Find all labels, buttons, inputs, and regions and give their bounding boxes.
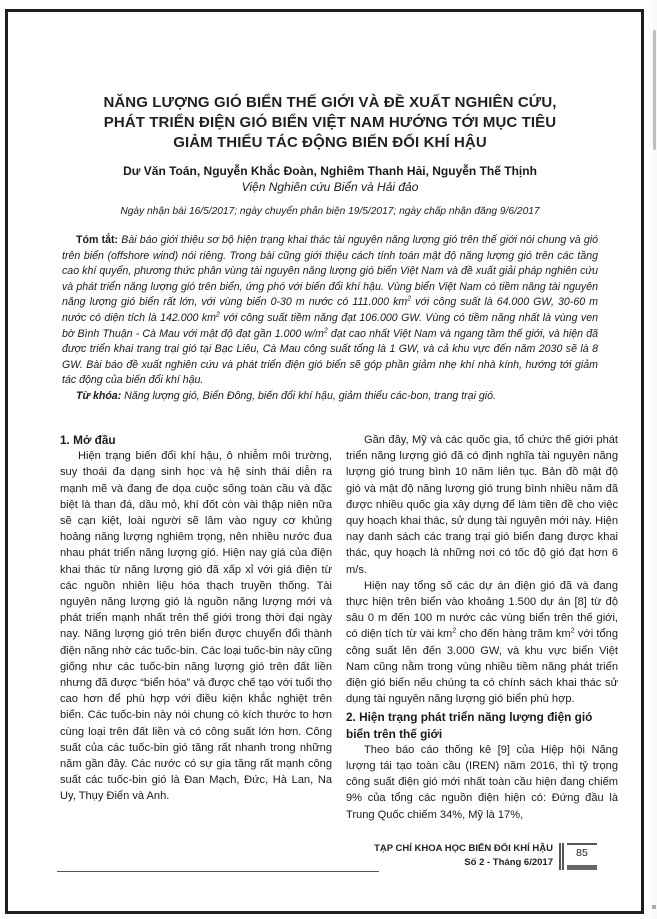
article-title bbox=[60, 93, 600, 153]
article-dates: Ngày nhận bài 16/5/2017; ngày chuyển phản biện 19/5/2017; ngày chấp nhận đăng 9/6/2017 bbox=[120, 206, 540, 217]
authors: Dư Văn Toán, Nguyễn Khắc Đoàn, Nghiêm Thanh Hải, Nguyễn Thế Thịnh bbox=[123, 164, 537, 178]
scroll-down-arrow-icon[interactable] bbox=[652, 905, 656, 909]
paragraph: Hiện nay tổng số các dự án điện gió đã và đang thực hiện trên biển vào khoảng 1.500 dự án [8] từ độ sâu 0 m đến 100 m nước các vùng biển trên thế giới, có diện tích từ vài $km^2$ cho đến hàng trăm $km^2$ với tổng công suất lên đến 3.000 GW, và khu vực biển Việt Nam cũng nằm trong vùng nhiều tiềm năng phát triển điện gió biển nếu chúng ta có chính sách khai thác sử dụng tài nguyên năng lượng gió biển phù hợp. bbox=[346, 579, 618, 706]
page-number-top-bar bbox=[567, 843, 597, 845]
page-number-box bbox=[567, 843, 597, 870]
article-header bbox=[60, 93, 600, 405]
left-column bbox=[60, 432, 332, 805]
affiliation: Viện Nghiên cứu Biển và Hải đảo bbox=[241, 180, 419, 194]
page-number-bottom-bar bbox=[567, 865, 597, 870]
keywords-label: Từ khóa: bbox=[76, 389, 122, 402]
abstract-text: Tóm tắt: Bài báo giới thiệu sơ bộ hiện trạng khai thác tài nguyên năng lượng gió trên thế giới nói chung và gió trên biển (offshore wind) nói riêng. Trong bài cũng giới thiệu cách tính toán mật độ năng lượng gió trên các tầng cao khí quyển, phương thức phân vùng tài nguyên năng lượng gió biển Việt Nam và đề xuất giải pháp nghiên cứu và phát triển năng lượng gió trên biển, ứng phó với biến đổi khí hậu. Vùng biển Việt Nam có tiềm năng tài nguyên năng lượng gió biển rất lớn, với vùng biển 0-30 m nước có 111.000 $km^2$ với công suất là 64.000 GW, 30-60 m nước có diện tích là 142.000 $km^2$ với công suất tiềm năng đạt 106.000 GW. Vùng có tiềm năng nhất là vùng ven bờ Bình Thuận - Cà Mau với mật độ đạt gần 1.000 $w/m^2$ đạt cao nhất Việt Nam và ngang tầm thế giới, và hiện đã được triển khai trang trại gió tại Bạc Liêu, Cà Mau công suất tổng là 1 GW, và cả khu vực đến năm 2030 sẽ là 8 GW. Bài báo đề xuất nghiên cứu và phát triển điện gió biển sẽ góp phần giảm nhẹ khí nhà kính, hướng tới giảm tác động của biến đổi khí hậu. bbox=[62, 234, 599, 387]
scrollbar-thumb[interactable] bbox=[653, 30, 656, 150]
page-number: 85 bbox=[576, 847, 588, 859]
section-heading-2: 2. Hiện trạng phát triển năng lượng điện gió biển trên thế giới bbox=[346, 710, 593, 741]
keywords: Từ khóa: Năng lượng gió, Biển Đông, biến đổi khí hậu, giảm thiểu các-bon, trang trại gió. bbox=[76, 389, 496, 402]
paragraph: Theo báo cáo thống kê [9] của Hiệp hội Năng lượng tái tạo toàn cầu (IREN) năm 2016, thì tỷ trọng công suất điện gió mới nhất toàn cầu hiện đang chiếm 9% của tổng các nguồn điện hiện có: Đứng đầu là Trung Quốc chiếm 34%, Mỹ là 17%, bbox=[346, 743, 618, 821]
section-heading-intro: 1. Mở đầu bbox=[60, 433, 116, 447]
journal-name: TẠP CHÍ KHOA HỌC BIẾN ĐỔI KHÍ HẬU bbox=[374, 843, 553, 854]
title-line: PHÁT TRIỂN ĐIỆN GIÓ BIỂN VIỆT NAM HƯỚNG TỚI MỤC TIÊU bbox=[103, 114, 557, 131]
title-line: GIẢM THIỂU TÁC ĐỘNG BIẾN ĐỔI KHÍ HẬU bbox=[173, 134, 487, 151]
journal-issue: Số 2 - Tháng 6/2017 bbox=[464, 857, 553, 868]
abstract bbox=[62, 233, 598, 405]
footer-divider bbox=[57, 871, 379, 872]
right-column bbox=[346, 432, 618, 823]
title-line: NĂNG LƯỢNG GIÓ BIỂN THẾ GIỚI VÀ ĐỀ XUẤT NGHIÊN CỨU, bbox=[103, 94, 557, 111]
footer-text bbox=[300, 842, 553, 870]
paragraph: Hiện trạng biến đổi khí hậu, ô nhiễm môi trường, suy thoái đa dạng sinh học và hệ sinh thái diễn ra mạnh mẽ và đang đe dọa cuộc sống toàn cầu và đặc biệt là than đá, dầu mỏ, khí đốt còn vài thập niên nữa sẽ cạn kiệt, loài người sẽ lâm vào nguy cơ khủng hoảng năng lượng nghiêm trọng, nên nhiều nước đua nhau phát triển năng lượng gió. Hiện nay giá của điện khai thác từ năng lượng gió đã xấp xỉ với giá điện từ các nguồn nhiên liệu hóa thạch truyền thống. Tài nguyên năng lượng gió là nguồn năng lượng mới và phát triển mạnh nhất trên thế giới trong thời đại ngày nay. Năng lượng gió trên biển được chuyển đổi thành điện năng nhờ các tuốc-bin. Các loại tuốc-bin này cũng giống như các tuốc-bin năng lượng gió trên đất liền nhưng đã được “biển hóa” và được chế tạo với tuổi thọ cao hơn để phù hợp với điều kiện khắc nghiệt trên biển. Các tuốc-bin này nói chung có kích thước to hơn cùng loại trên đất liền và có công suất lớn hơn. Công suất của các tuốc-bin gió tăng rất nhanh trong những năm gần đây. Các nước có sự gia tăng rất mạnh công suất các tuốc-bin gió là Đan Mạch, Đức, Hà Lan, Na Uy, Thụy Điển và Anh. bbox=[60, 450, 332, 803]
paragraph: Gần đây, Mỹ và các quốc gia, tổ chức thế giới phát triển năng lượng gió đã có định nghĩa tài nguyên năng lượng gió trung bình 10 năm liên tục. Bản đồ mật độ gió và mật độ năng lượng gió trung bình nhiều năm đã được nhiều quốc gia xây dựng để làm tiền đề cho việc quy hoạch khai thác, sử dụng tài nguyên mới này. Hiện nay danh sách các trang trại gió biển đang được khai thác, quy hoạch là những nơi có tốc độ gió đạt hơn 6 m/s. bbox=[346, 434, 618, 576]
footer-separator bbox=[559, 843, 564, 870]
abstract-label: Tóm tắt: bbox=[76, 234, 119, 246]
